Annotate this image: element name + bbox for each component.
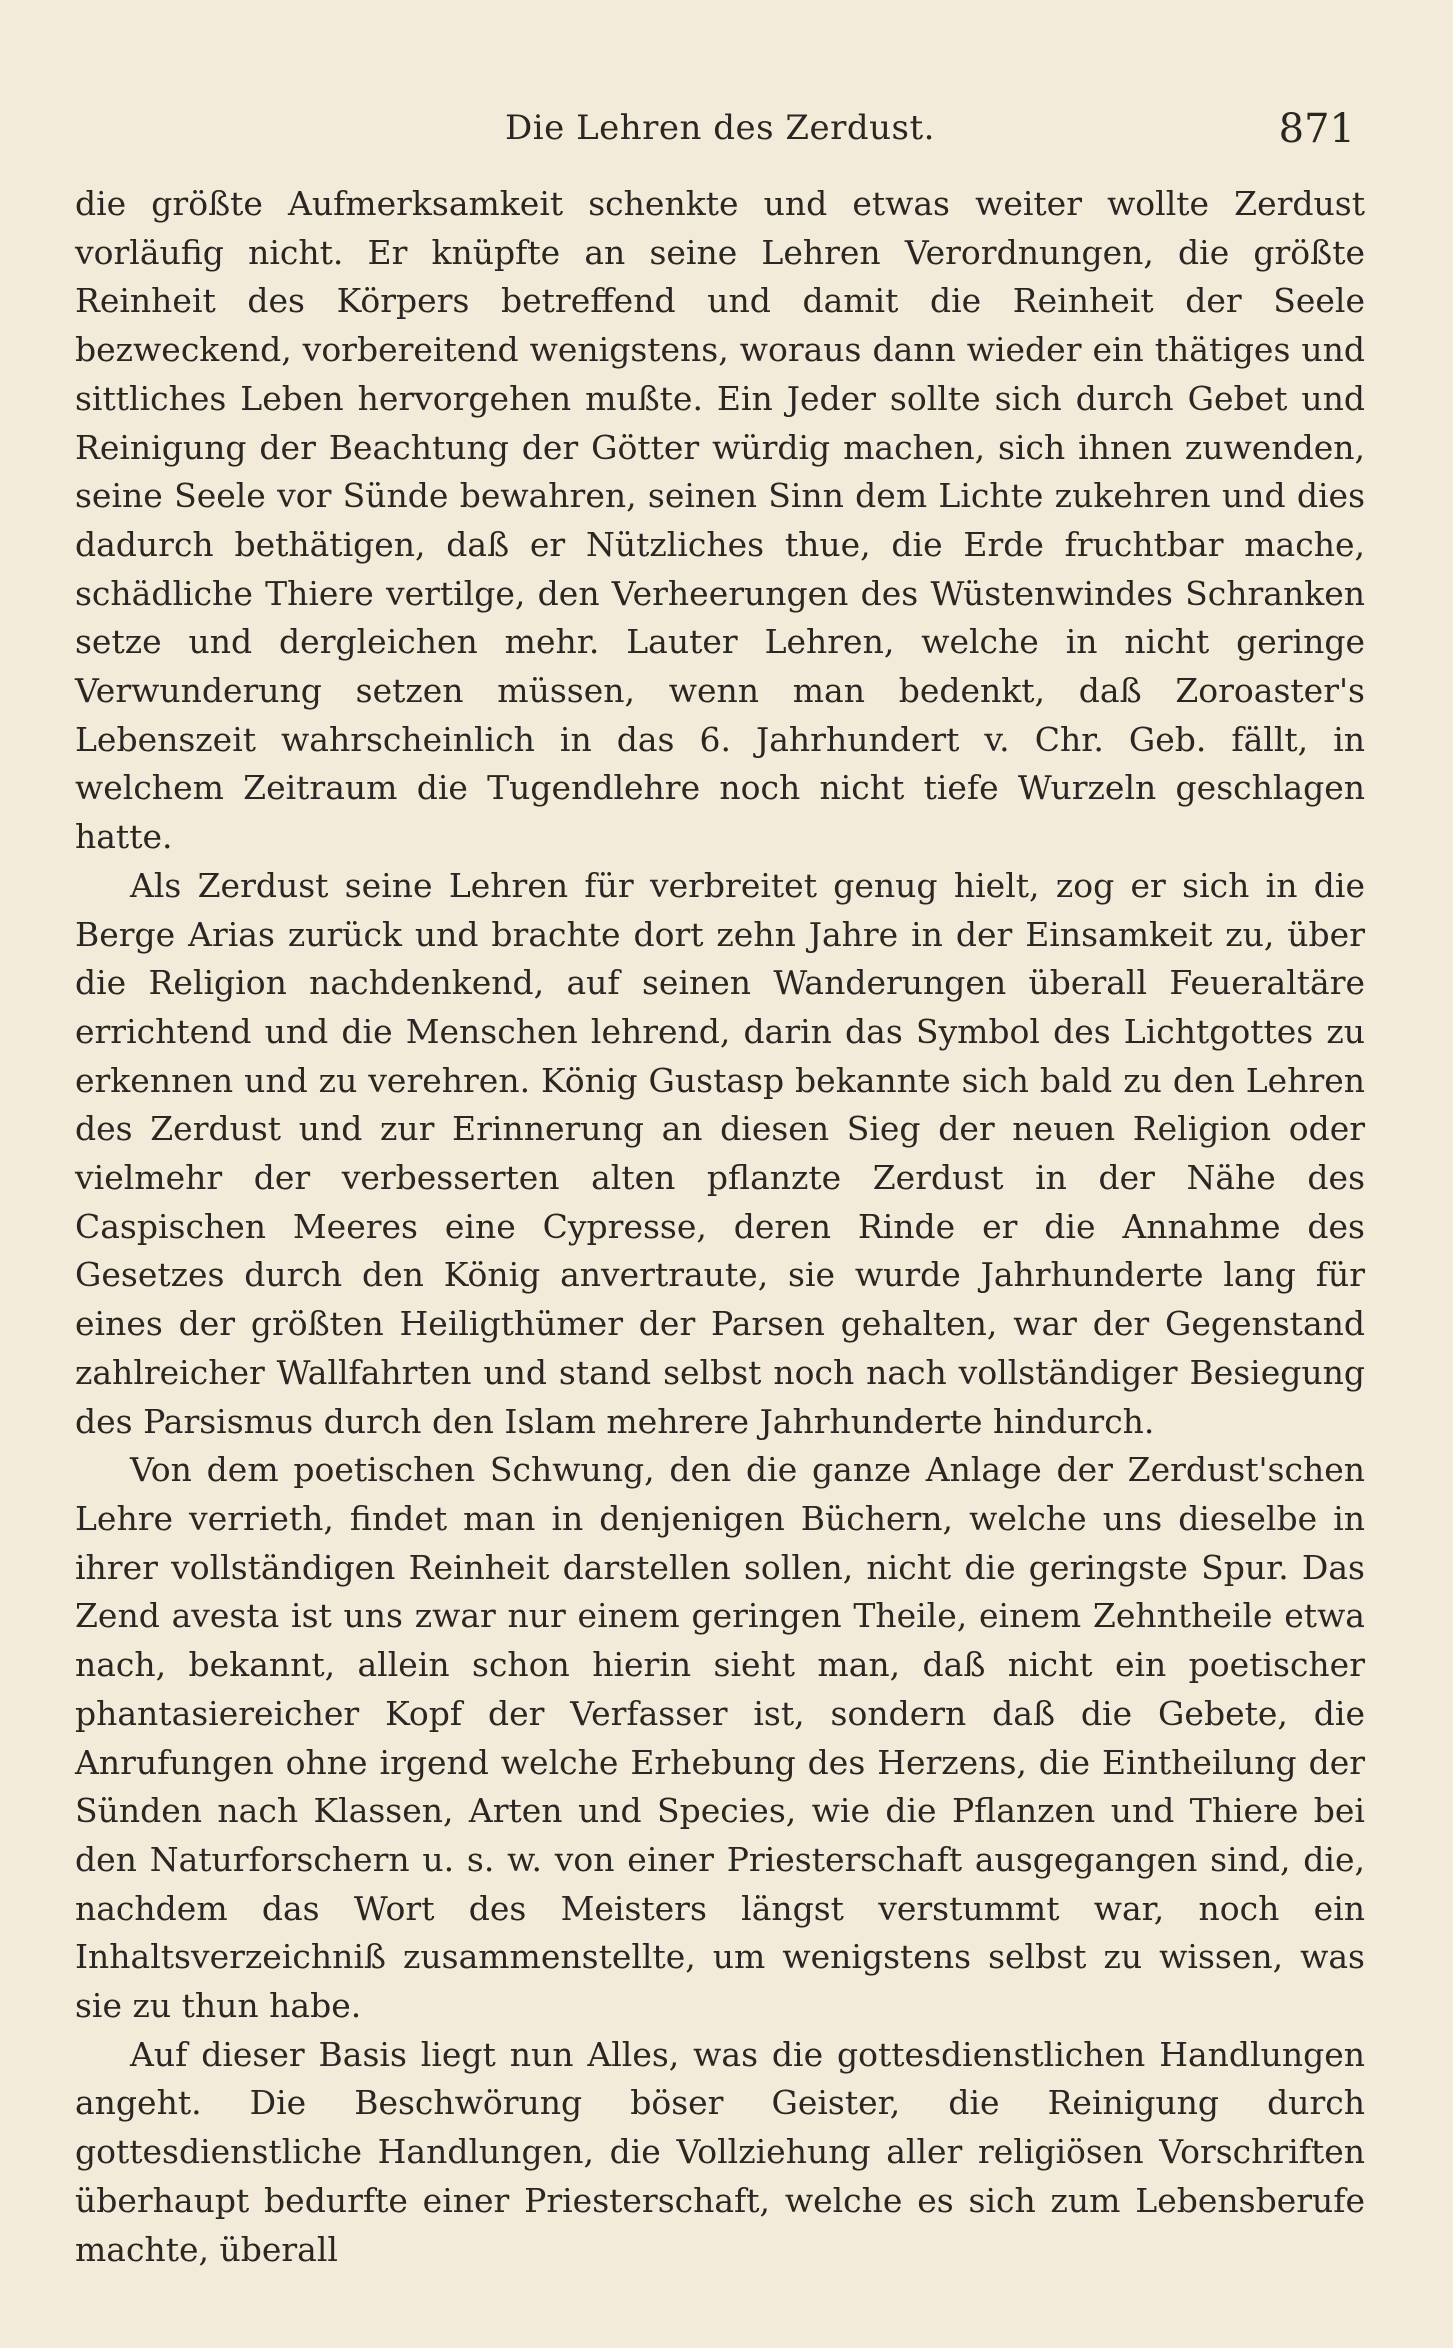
paragraph-4: Auf dieser Basis liegt nun Alles, was die gottesdienstlichen Handlungen angeht. Die Beschwörung böser Geister, die Reinigung durch gottesdienstliche Handlungen, die Vollziehung aller religiösen Vorschriften überhaupt bedurfte einer Priesterschaft, welche es sich zum Lebensberufe machte, überall (75, 2034, 1365, 2269)
paragraph-2: Als Zerdust seine Lehren für verbreitet genug hielt, zog er sich in die Berge Arias zurück und brachte dort zehn Jahre in der Einsamkeit zu, über die Religion nachdenkend, auf seinen Wanderungen überall Feueraltäre errichtend und die Menschen lehrend, darin das Symbol des Lichtgottes zu erkennen und zu verehren. König Gustasp bekannte sich bald zu den Lehren des Zerdust und zur Erinnerung an diesen Sieg der neuen Religion oder vielmehr der verbesserten alten pflanzte Zerdust in der Nähe des Caspischen Meeres eine Cypresse, deren Rinde er die Annahme des Gesetzes durch den König anvertraute, sie wurde Jahrhunderte lang für eines der größten Heiligthümer der Parsen gehalten, war der Gegenstand zahlreicher Wallfahrten und stand selbst noch nach vollständiger Besiegung des Parsismus durch den Islam mehrere Jahrhunderte hindurch. (75, 865, 1365, 1441)
paragraph-3: Von dem poetischen Schwung, den die ganze Anlage der Zerdust'schen Lehre verrieth, findet man in denjenigen Büchern, welche uns dieselbe in ihrer vollständigen Reinheit darstellen sollen, nicht die geringste Spur. Das Zend avesta ist uns zwar nur einem geringen Theile, einem Zehntheile etwa nach, bekannt, allein schon hierin sieht man, daß nicht ein poetischer phantasiereicher Kopf der Verfasser ist, sondern daß die Gebete, die Anrufungen ohne irgend welche Erhebung des Herzens, die Eintheilung der Sünden nach Klassen, Arten und Species, wie die Pflanzen und Thiere bei den Naturforschern u. s. w. von einer Priesterschaft ausgegangen sind, die, nachdem das Wort des Meisters längst verstummt war, noch ein Inhaltsverzeichniß zusammenstellte, um wenigstens selbst zu wissen, was sie zu thun habe. (75, 1450, 1365, 2026)
page-number: 871 (1278, 106, 1355, 152)
page-header (75, 102, 1365, 162)
paragraph-1: die größte Aufmerksamkeit schenkte und etwas weiter wollte Zerdust vorläufig nicht. Er knüpfte an seine Lehren Verordnungen, die größte Reinheit des Körpers betreffend und damit die Reinheit der Seele bezweckend, vorbereitend wenigstens, woraus dann wieder ein thätiges und sittliches Leben hervorgehen mußte. Ein Jeder sollte sich durch Gebet und Reinigung der Beachtung der Götter würdig machen, sich ihnen zuwenden, seine Seele vor Sünde bewahren, seinen Sinn dem Lichte zukehren und dies dadurch bethätigen, daß er Nützliches thue, die Erde fruchtbar mache, schädliche Thiere vertilge, den Verheerungen des Wüstenwindes Schranken setze und dergleichen mehr. Lauter Lehren, welche in nicht geringe Verwunderung setzen müssen, wenn man bedenkt, daß Zoroaster's Lebenszeit wahrscheinlich in das 6. Jahrhundert v. Chr. Geb. fällt, in welchem Zeitraum die Tugendlehre noch nicht tiefe Wurzeln geschlagen hatte. (75, 184, 1365, 857)
running-title: Die Lehren des Zerdust. (505, 108, 935, 148)
body-text (75, 180, 1365, 2274)
